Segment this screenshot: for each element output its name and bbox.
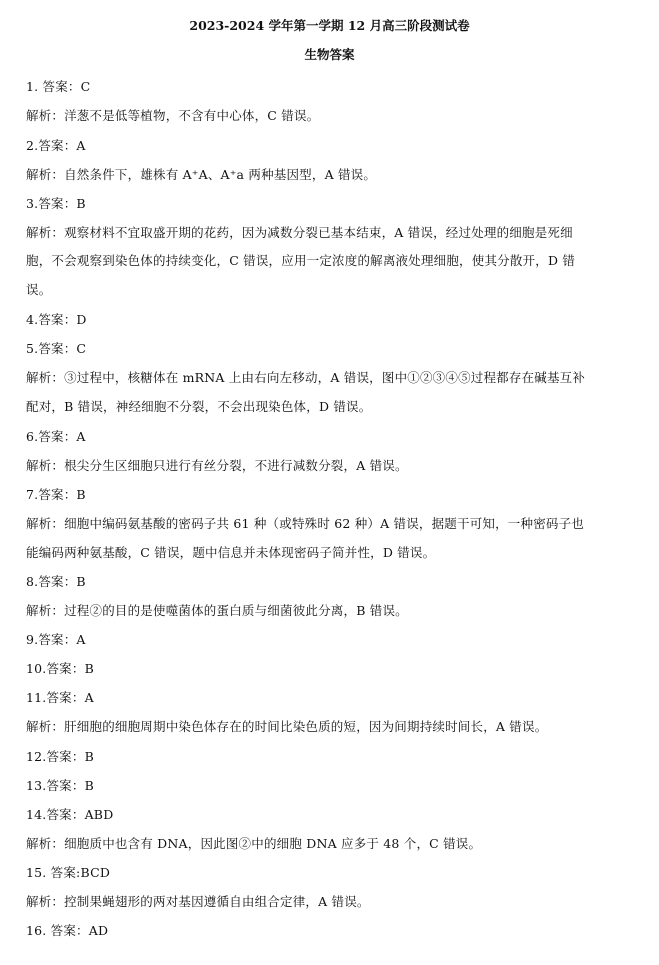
explanation-line: 解析：③过程中，核糖体在 mRNA 上由右向左移动，A 错误，图中①②③④⑤过程都存在碱基互补: [26, 370, 586, 385]
answer-line: 14.答案：ABD: [26, 807, 114, 822]
answer-line: 8.答案：B: [26, 574, 86, 589]
explanation-line: 解析：细胞中编码氨基酸的密码子共 61 种（或特殊时 62 种）A 错误，据题干可知，一种密码子也: [26, 516, 585, 531]
explanation-line: 误。: [26, 282, 52, 297]
answer-line: 4.答案：D: [26, 312, 87, 327]
answer-line: 3.答案：B: [26, 196, 86, 211]
answer-line: 16. 答案：AD: [26, 923, 109, 938]
explanation-line: 解析：自然条件下，雄株有 A⁺A、A⁺a 两种基因型，A 错误。: [26, 167, 377, 182]
answer-line: 1. 答案：C: [26, 79, 91, 94]
explanation-line: 能编码两种氨基酸，C 错误，题中信息并未体现密码子简并性，D 错误。: [26, 545, 436, 560]
answer-line: 13.答案：B: [26, 778, 94, 793]
answer-line: 10.答案：B: [26, 661, 94, 676]
explanation-line: 解析：肝细胞的细胞周期中染色体存在的时间比染色质的短，因为间期持续时间长，A 错误。: [26, 719, 548, 734]
answer-line: 7.答案：B: [26, 487, 86, 502]
document-subtitle: 生物答案: [304, 47, 355, 62]
answer-line: 6.答案：A: [26, 429, 86, 444]
explanation-line: 解析：洋葱不是低等植物，不含有中心体，C 错误。: [26, 108, 320, 123]
explanation-line: 配对，B 错误，神经细胞不分裂，不会出现染色体，D 错误。: [26, 399, 372, 414]
answer-line: 9.答案：A: [26, 632, 86, 647]
explanation-line: 解析：根尖分生区细胞只进行有丝分裂，不进行减数分裂，A 错误。: [26, 458, 408, 473]
explanation-line: 胞，不会观察到染色体的持续变化，C 错误，应用一定浓度的解离液处理细胞，使其分散开，D 错: [26, 253, 576, 268]
answer-line: 12.答案：B: [26, 749, 94, 764]
answer-line: 15. 答案:BCD: [26, 865, 111, 880]
explanation-line: 解析：控制果蝇翅形的两对基因遵循自由组合定律，A 错误。: [26, 894, 370, 909]
answer-line: 2.答案：A: [26, 138, 86, 153]
explanation-line: 解析：细胞质中也含有 DNA，因此图②中的细胞 DNA 应多于 48 个，C 错误。: [26, 836, 482, 851]
explanation-line: 解析：观察材料不宜取盛开期的花药，因为减数分裂已基本结束，A 错误，经过处理的细胞是死细: [26, 225, 573, 240]
explanation-line: 解析：过程②的目的是使噬菌体的蛋白质与细菌彼此分离，B 错误。: [26, 603, 408, 618]
answer-line: 5.答案：C: [26, 341, 87, 356]
answer-line: 11.答案：A: [26, 690, 94, 705]
document-title: 2023-2024 学年第一学期 12 月高三阶段测试卷: [189, 18, 470, 33]
